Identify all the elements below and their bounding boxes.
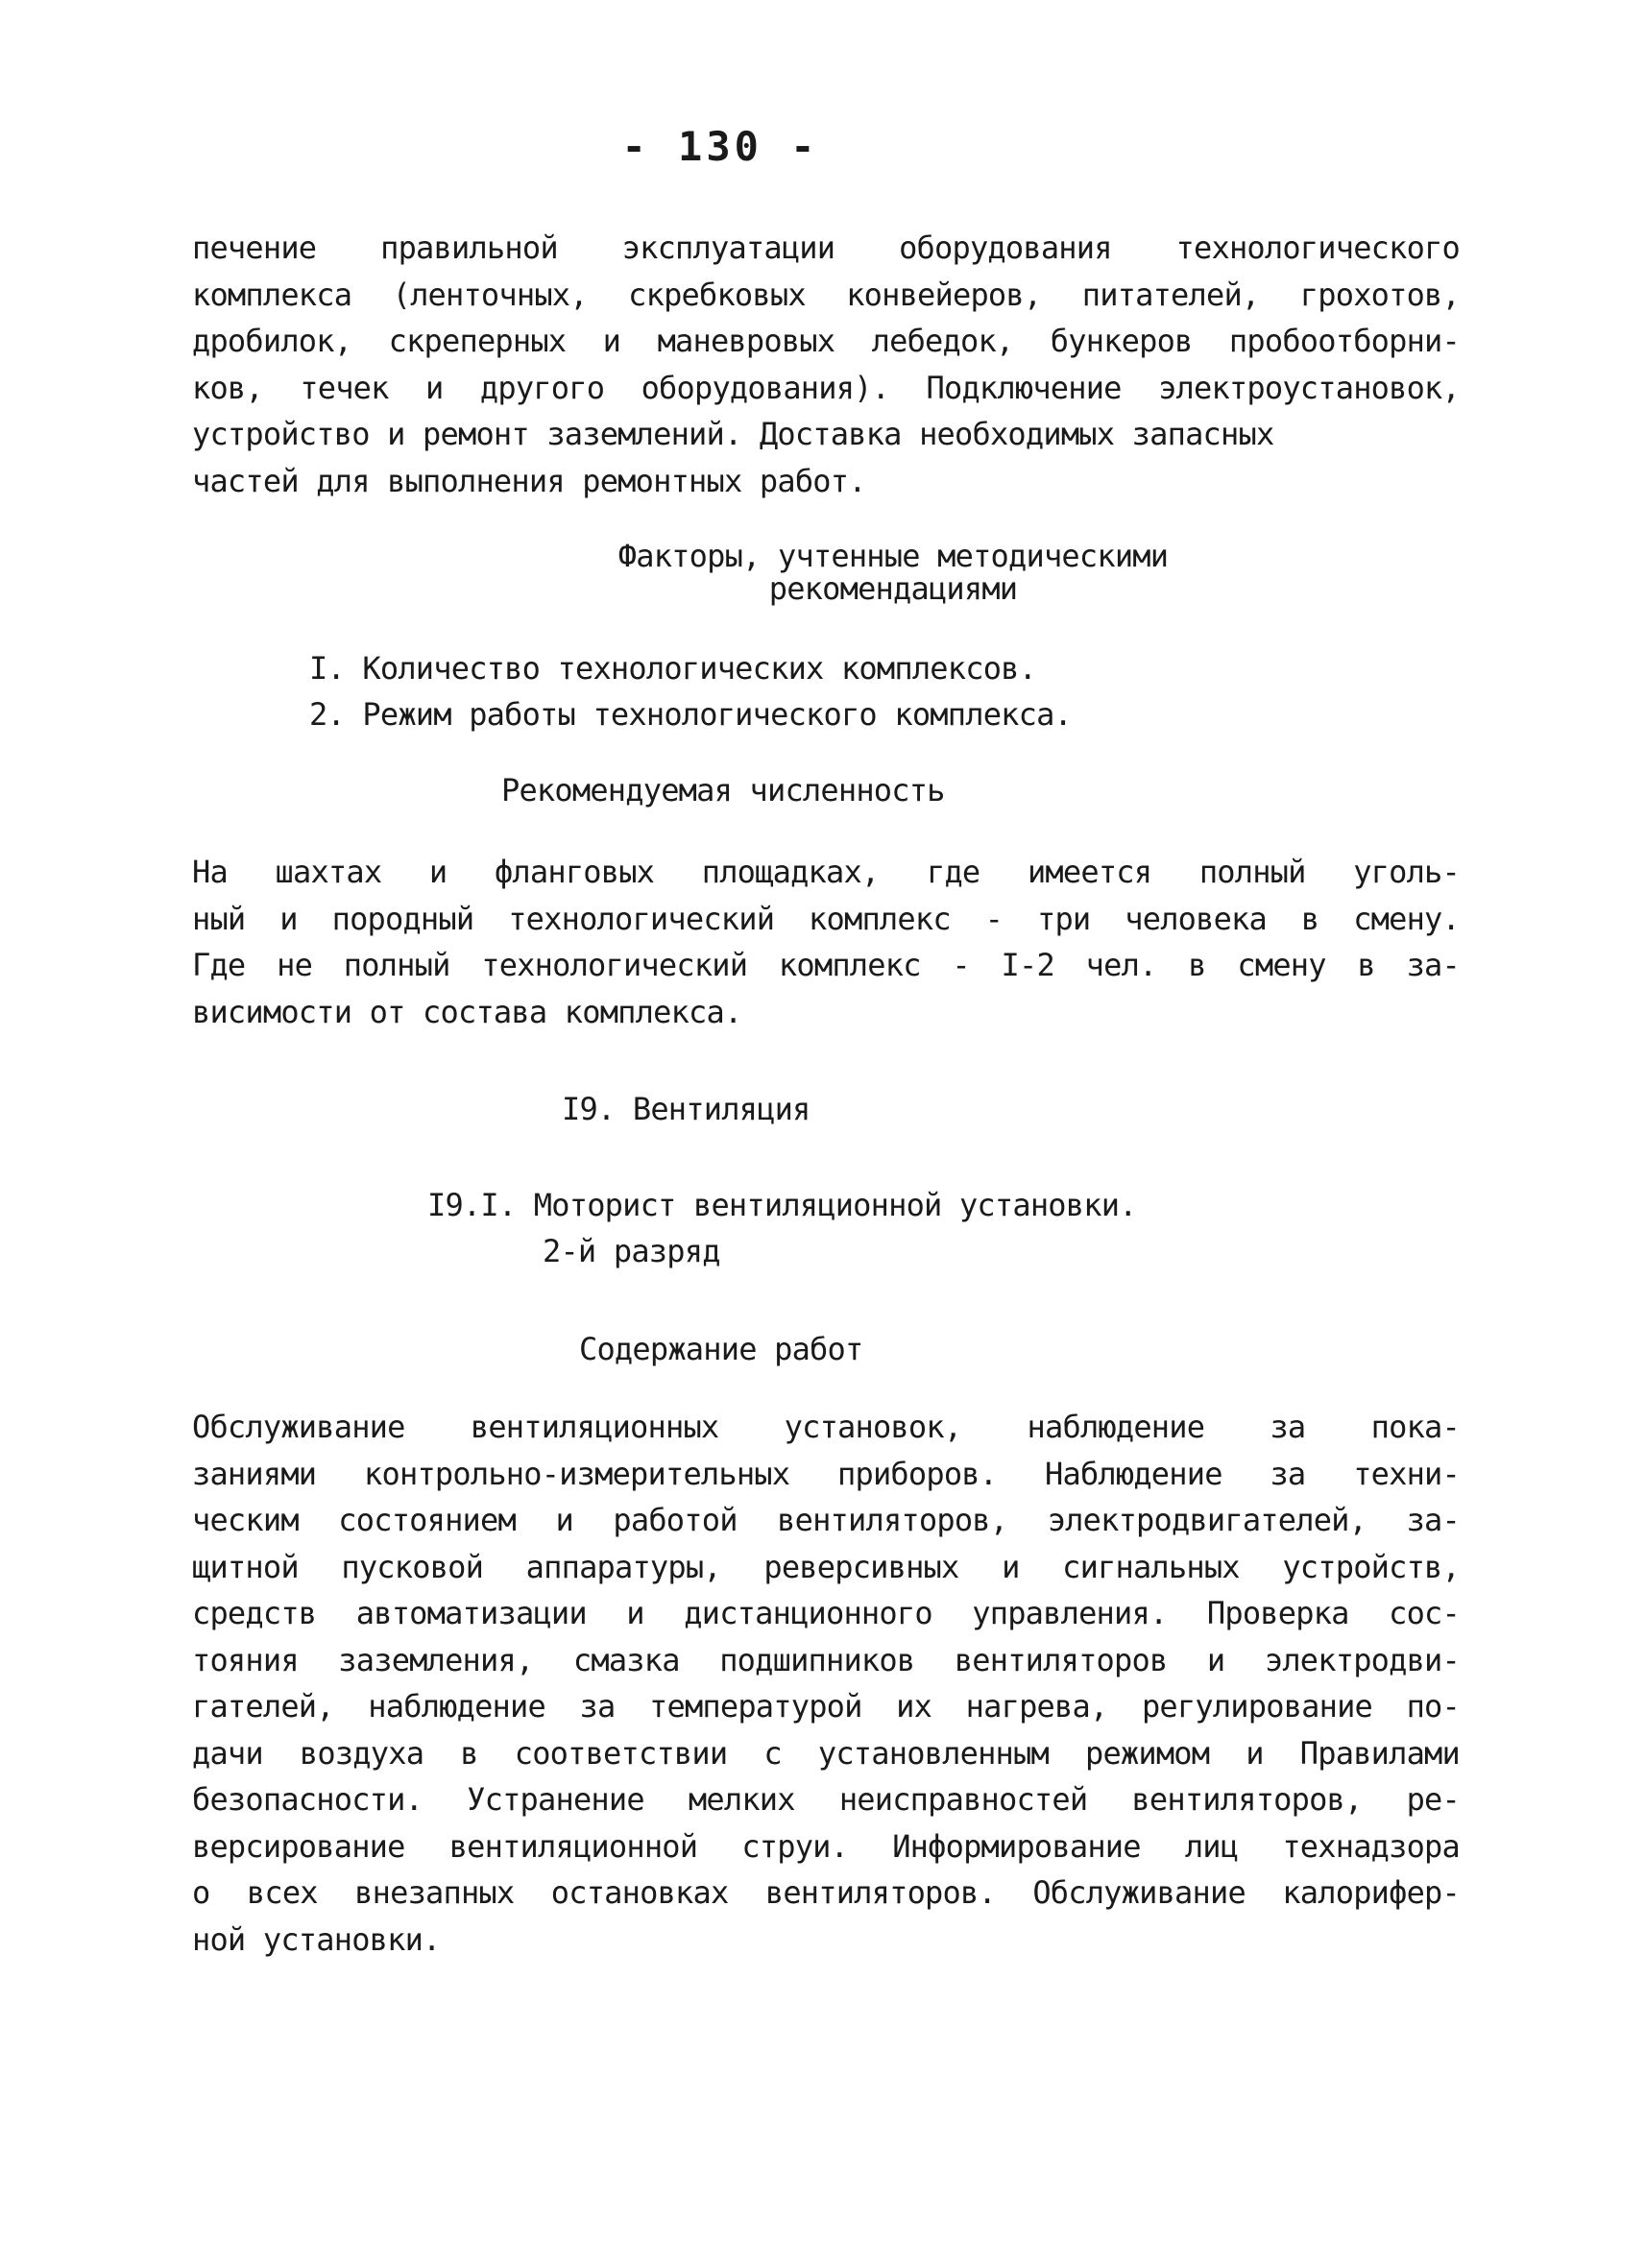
recommended-heading: Рекомендуемая численность: [501, 772, 945, 808]
intro-line: ков, течек и другого оборудования). Подключение электроустановок,: [192, 369, 1460, 406]
work-content-line: заниями контрольно-измерительных приборов. Наблюдение за техни-: [192, 1455, 1460, 1492]
section-title: I9. Вентиляция: [562, 1091, 810, 1127]
factor-item: 2. Режим работы технологического комплекса.: [309, 696, 1073, 733]
factors-heading-line: рекомендациями: [768, 570, 1018, 607]
factor-item: I. Количество технологических комплексов.: [309, 650, 1037, 687]
work-content-line: ной установки.: [192, 1920, 441, 1958]
work-content-line: дачи воздуха в соответствии с установленным режимом и Правилами: [192, 1734, 1460, 1772]
work-content-line: безопасности. Устранение мелких неисправностей вентиляторов, ре-: [192, 1781, 1460, 1818]
recommended-line: Где не полный технологический комплекс - I-2 чел. в смену в за-: [192, 947, 1460, 983]
factors-heading: [192, 540, 1460, 605]
intro-line: комплекса (ленточных, скребковых конвейеров, питателей, грохотов,: [192, 276, 1460, 313]
intro-line: устройство и ремонт заземлений. Доставка необходимых запасных: [192, 416, 1274, 452]
recommended-line: висимости от состава комплекса.: [192, 993, 742, 1030]
work-content-line: щитной пусковой аппаратуры, реверсивных и сигнальных устройств,: [192, 1548, 1460, 1585]
intro-paragraph: [192, 225, 1460, 504]
recommended-line: На шахтах и фланговых площадках, где имеется полный уголь-: [192, 854, 1460, 890]
recommended-paragraph: [192, 849, 1460, 1035]
work-content-heading: Содержание работ: [579, 1331, 863, 1367]
factors-heading-line: Факторы, учтенные методическими: [617, 538, 1169, 574]
intro-line: частей для выполнения ремонтных работ.: [192, 462, 866, 499]
work-content-line: средств автоматизации и дистанционного управления. Проверка сос-: [192, 1595, 1460, 1631]
recommended-line: ный и породный технологический комплекс - три человека в смену.: [192, 900, 1460, 937]
work-content-line: гателей, наблюдение за температурой их нагрева, регулирование по-: [192, 1688, 1460, 1725]
page-number: - 130 -: [621, 123, 819, 170]
work-content-line: версирование вентиляционной струи. Информирование лиц технадзора: [192, 1827, 1460, 1865]
subsection-title: I9.I. Моторист вентиляционной установки.: [427, 1187, 1137, 1223]
work-content-line: тояния заземления, смазка подшипников вентиляторов и электродви-: [192, 1641, 1460, 1678]
grade: 2-й разряд: [543, 1233, 720, 1269]
intro-line: дробилок, скреперных и маневровых лебедок, бункеров пробоотборни-: [192, 323, 1460, 359]
work-content-line: о всех внезапных остановках вентиляторов. Обслуживание калорифер-: [192, 1874, 1460, 1911]
work-content-line: Обслуживание вентиляционных установок, наблюдение за пока-: [192, 1409, 1460, 1445]
work-content-paragraph: [192, 1404, 1460, 1963]
intro-line: печение правильной эксплуатации оборудования технологического: [192, 229, 1460, 266]
work-content-line: ческим состоянием и работой вентиляторов, электродвигателей, за-: [192, 1502, 1460, 1538]
